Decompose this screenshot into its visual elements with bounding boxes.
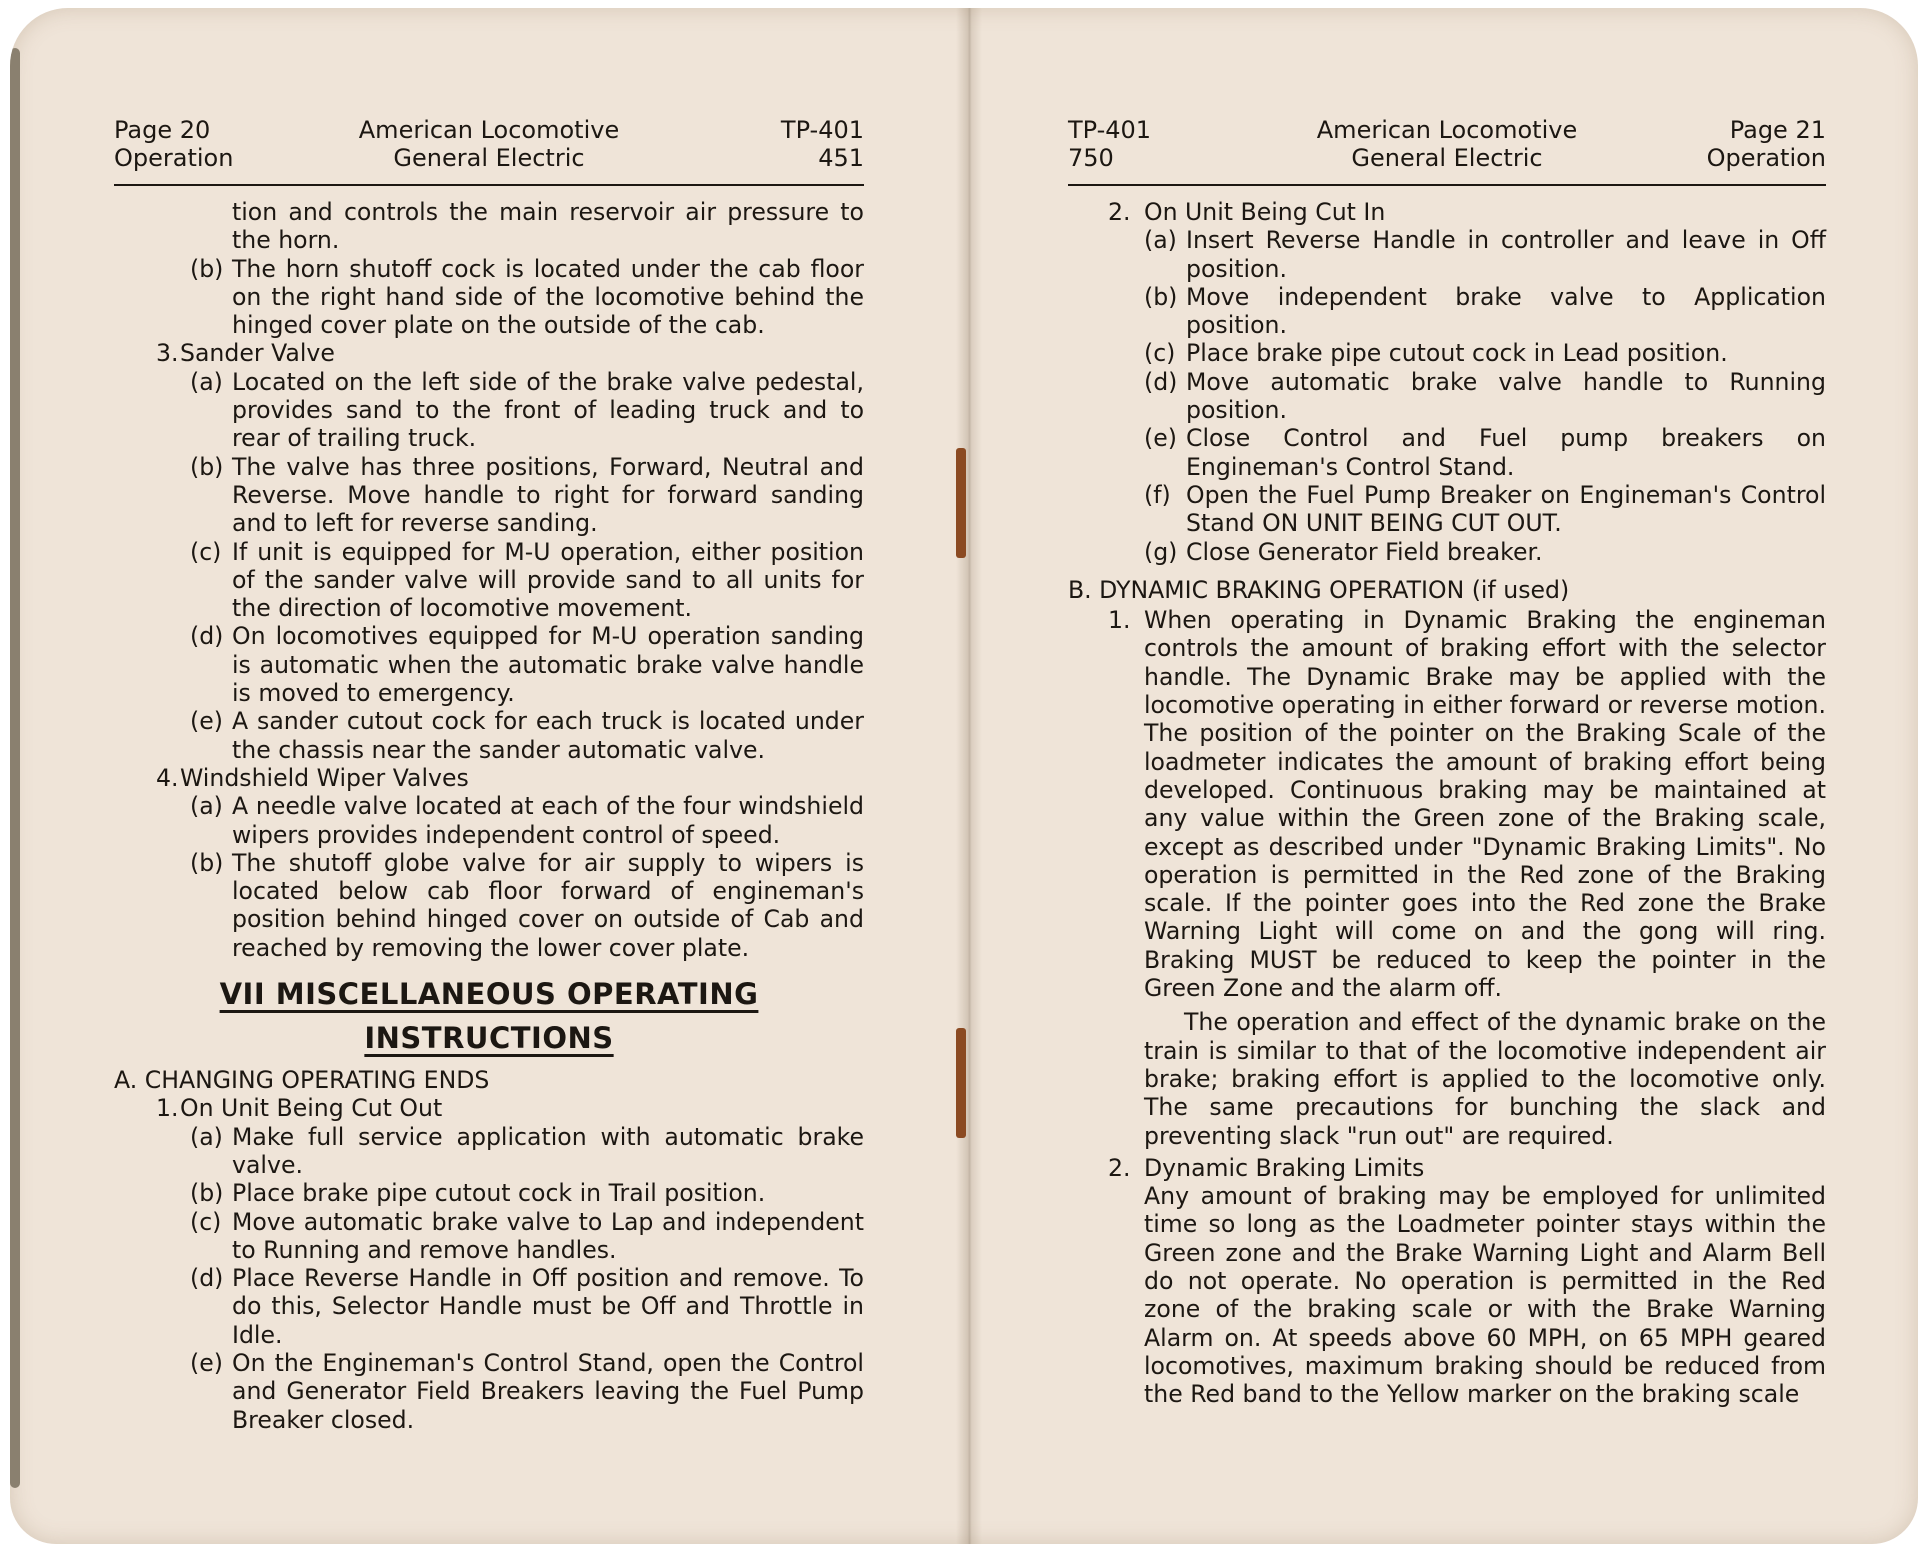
item-text: The horn shutoff cock is located under the cab floor on the right hand side of the locomotive behind the hinged cover plate on the outside of the cab. — [232, 254, 864, 340]
list-item — [114, 255, 864, 340]
item-label: (d) — [190, 1264, 224, 1293]
item-text: The valve has three positions, Forward, Neutral and Reverse. Move handle to right for forward sanding and to left for reverse sanding. — [232, 452, 864, 538]
item-label: (d) — [1144, 367, 1178, 396]
item-label: 1. — [1108, 606, 1131, 635]
item-label: (b) — [190, 1179, 224, 1208]
item-label: 2. — [1108, 1153, 1131, 1182]
item-label: 2. — [1108, 198, 1131, 226]
item-text: Make full service application with automatic brake valve. — [232, 1122, 864, 1179]
item-text: If unit is equipped for M-U operation, either position of the sander valve will provide sand to all units for the direction of locomotive movement. — [232, 537, 864, 623]
section-heading: A. CHANGING OPERATING ENDS — [114, 1066, 490, 1095]
list-item — [114, 1208, 864, 1265]
page-number: Page 21 — [1729, 116, 1826, 144]
list-item — [1068, 424, 1826, 481]
item-text: The shutoff globe valve for air supply to wipers is located below cab floor forward of engineman's position behind hinged cover on outside of Cab and reached by removing the lower cover plate. — [232, 848, 864, 962]
list-item — [114, 368, 864, 453]
list-item — [1068, 481, 1826, 538]
list-item — [114, 764, 864, 792]
item-label: (a) — [1144, 226, 1177, 255]
spine-fold — [956, 8, 982, 1544]
item-text: Place brake pipe cutout cock in Trail position. — [232, 1179, 766, 1208]
company-line1: American Locomotive — [1316, 116, 1578, 144]
list-item — [114, 1094, 864, 1122]
list-item — [114, 622, 864, 707]
staple-bottom — [956, 1028, 966, 1138]
section-name: Operation — [1706, 144, 1826, 172]
left-page — [114, 112, 864, 1434]
paragraph: Any amount of braking may be employed for unlimited time so long as the Loadmeter pointer stays within the Green zone and the Brake Warning Light and Alarm Bell do not operate. No operation is permitted in the Red zone of the braking scale or with the Brake Warning Alarm on. At speeds above 60 MPH, on 65 MPH geared locomotives, maximum braking should be reduced from the Red band to the Yellow marker on the braking scale — [1144, 1182, 1826, 1409]
list-item — [114, 792, 864, 849]
list-item — [114, 1123, 864, 1180]
chapter-title-line1: VII MISCELLANEOUS OPERATING — [219, 977, 759, 1012]
company-line2: General Electric — [393, 144, 585, 172]
item-label: (e) — [190, 1348, 223, 1377]
doc-number: TP-401 — [780, 116, 864, 144]
section-heading: B. DYNAMIC BRAKING OPERATION (if used) — [1068, 575, 1570, 604]
item-label: (g) — [1144, 537, 1178, 566]
list-item — [1068, 1154, 1826, 1182]
item-text: On the Engineman's Control Stand, open the Control and Generator Field Breakers leaving the Fuel Pump Breaker closed. — [232, 1348, 864, 1434]
item-text: Located on the left side of the brake valve pedestal, provides sand to the front of leading truck and to rear of trailing truck. — [232, 367, 864, 453]
item-text: On Unit Being Cut In — [1144, 198, 1386, 226]
doc-revision: 750 — [1068, 144, 1114, 172]
item-text: A sander cutout cock for each truck is located under the chassis near the sander automatic valve. — [232, 707, 864, 764]
item-label: (a) — [190, 1122, 223, 1151]
item-label: (b) — [1144, 282, 1178, 311]
item-label: (a) — [190, 792, 223, 821]
item-label: (f) — [1144, 480, 1171, 509]
list-item — [114, 339, 864, 367]
booklet-spread — [10, 8, 1918, 1544]
item-text: Close Control and Fuel pump breakers on Engineman's Control Stand. — [1186, 424, 1826, 481]
item-label: (e) — [1144, 424, 1177, 453]
doc-revision: 451 — [818, 144, 864, 172]
item-text: Move independent brake valve to Application position. — [1186, 282, 1826, 340]
item-text: On locomotives equipped for M-U operation sanding is automatic when the automatic brake valve handle is moved to emergency. — [232, 622, 864, 708]
list-item — [1068, 538, 1826, 566]
right-page-header — [1068, 112, 1826, 186]
item-text: Insert Reverse Handle in controller and leave in Off position. — [1186, 226, 1826, 283]
list-item — [1068, 339, 1826, 367]
company-line2: General Electric — [1351, 144, 1543, 172]
item-text: On Unit Being Cut Out — [180, 1094, 443, 1123]
item-label: 3. — [156, 339, 179, 368]
item-text: Windshield Wiper Valves — [180, 763, 469, 792]
item-text: Dynamic Braking Limits — [1144, 1153, 1425, 1182]
item-text: Place brake pipe cutout cock in Lead position. — [1186, 339, 1728, 368]
chapter-title — [114, 972, 864, 1060]
paragraph: The operation and effect of the dynamic brake on the train is similar to that of the locomotive independent air brake; braking effort is applied to the locomotive only. The same precautions for bunching the slack and preventing slack "run out" are required. — [1144, 1008, 1826, 1150]
list-item — [1068, 226, 1826, 283]
item-label: (b) — [190, 254, 224, 283]
item-text: Move automatic brake valve handle to Running position. — [1186, 367, 1826, 425]
list-item — [114, 538, 864, 623]
item-label: (b) — [190, 452, 224, 481]
list-item — [114, 1349, 864, 1434]
item-text: A needle valve located at each of the four windshield wipers provides independent control of speed. — [232, 792, 864, 849]
item-label: (c) — [1144, 339, 1176, 368]
item-label: (d) — [190, 622, 224, 651]
staple-top — [956, 448, 966, 558]
section-name: Operation — [114, 144, 234, 172]
item-label: 4. — [156, 763, 179, 792]
item-text: Move automatic brake valve to Lap and independent to Running and remove handles. — [232, 1207, 864, 1264]
item-label: (c) — [190, 1207, 222, 1236]
chapter-title-line2: INSTRUCTIONS — [364, 1021, 614, 1056]
doc-number: TP-401 — [1068, 116, 1152, 144]
left-page-header — [114, 112, 864, 186]
item-label: 1. — [156, 1094, 179, 1123]
item-label: (e) — [190, 707, 223, 736]
item-text: When operating in Dynamic Braking the engineman controls the amount of braking effort with the selector handle. The Dynamic Brake may be applied with the locomotive operating in either forward or reverse motion. The position of the pointer on the Braking Scale of the loadmeter indicates the amount of braking effort being developed. Continuous braking may be maintained at any value within the Green zone of the Braking scale, except as described under "Dynamic Braking Limits". No operation is permitted in the Red zone of the Braking scale. If the pointer goes into the Red zone the Brake Warning Light will come on and the gong will ring. Braking MUST be reduced to keep the pointer in the Green Zone and the alarm off. — [1144, 606, 1826, 1003]
list-item — [1068, 368, 1826, 425]
list-item — [114, 1179, 864, 1207]
item-label: (a) — [190, 367, 223, 396]
paragraph: tion and controls the main reservoir air pressure to the horn. — [232, 198, 864, 255]
list-item — [114, 849, 864, 962]
list-item — [114, 453, 864, 538]
right-page — [1068, 112, 1826, 1408]
list-item — [114, 1264, 864, 1349]
list-item — [1068, 198, 1826, 226]
page-number: Page 20 — [114, 116, 211, 144]
item-label: (c) — [190, 537, 222, 566]
company-line1: American Locomotive — [358, 116, 620, 144]
item-text: Close Generator Field breaker. — [1186, 537, 1543, 566]
list-item — [114, 707, 864, 764]
item-text: Place Reverse Handle in Off position and remove. To do this, Selector Handle must be Off and Throttle in Idle. — [232, 1264, 864, 1349]
page-edge — [10, 48, 20, 1488]
list-item — [1068, 283, 1826, 340]
item-text: Open the Fuel Pump Breaker on Engineman's Control Stand ON UNIT BEING CUT OUT. — [1186, 480, 1826, 538]
item-text: Sander Valve — [180, 339, 335, 368]
list-item — [1068, 606, 1826, 1002]
item-label: (b) — [190, 848, 224, 877]
